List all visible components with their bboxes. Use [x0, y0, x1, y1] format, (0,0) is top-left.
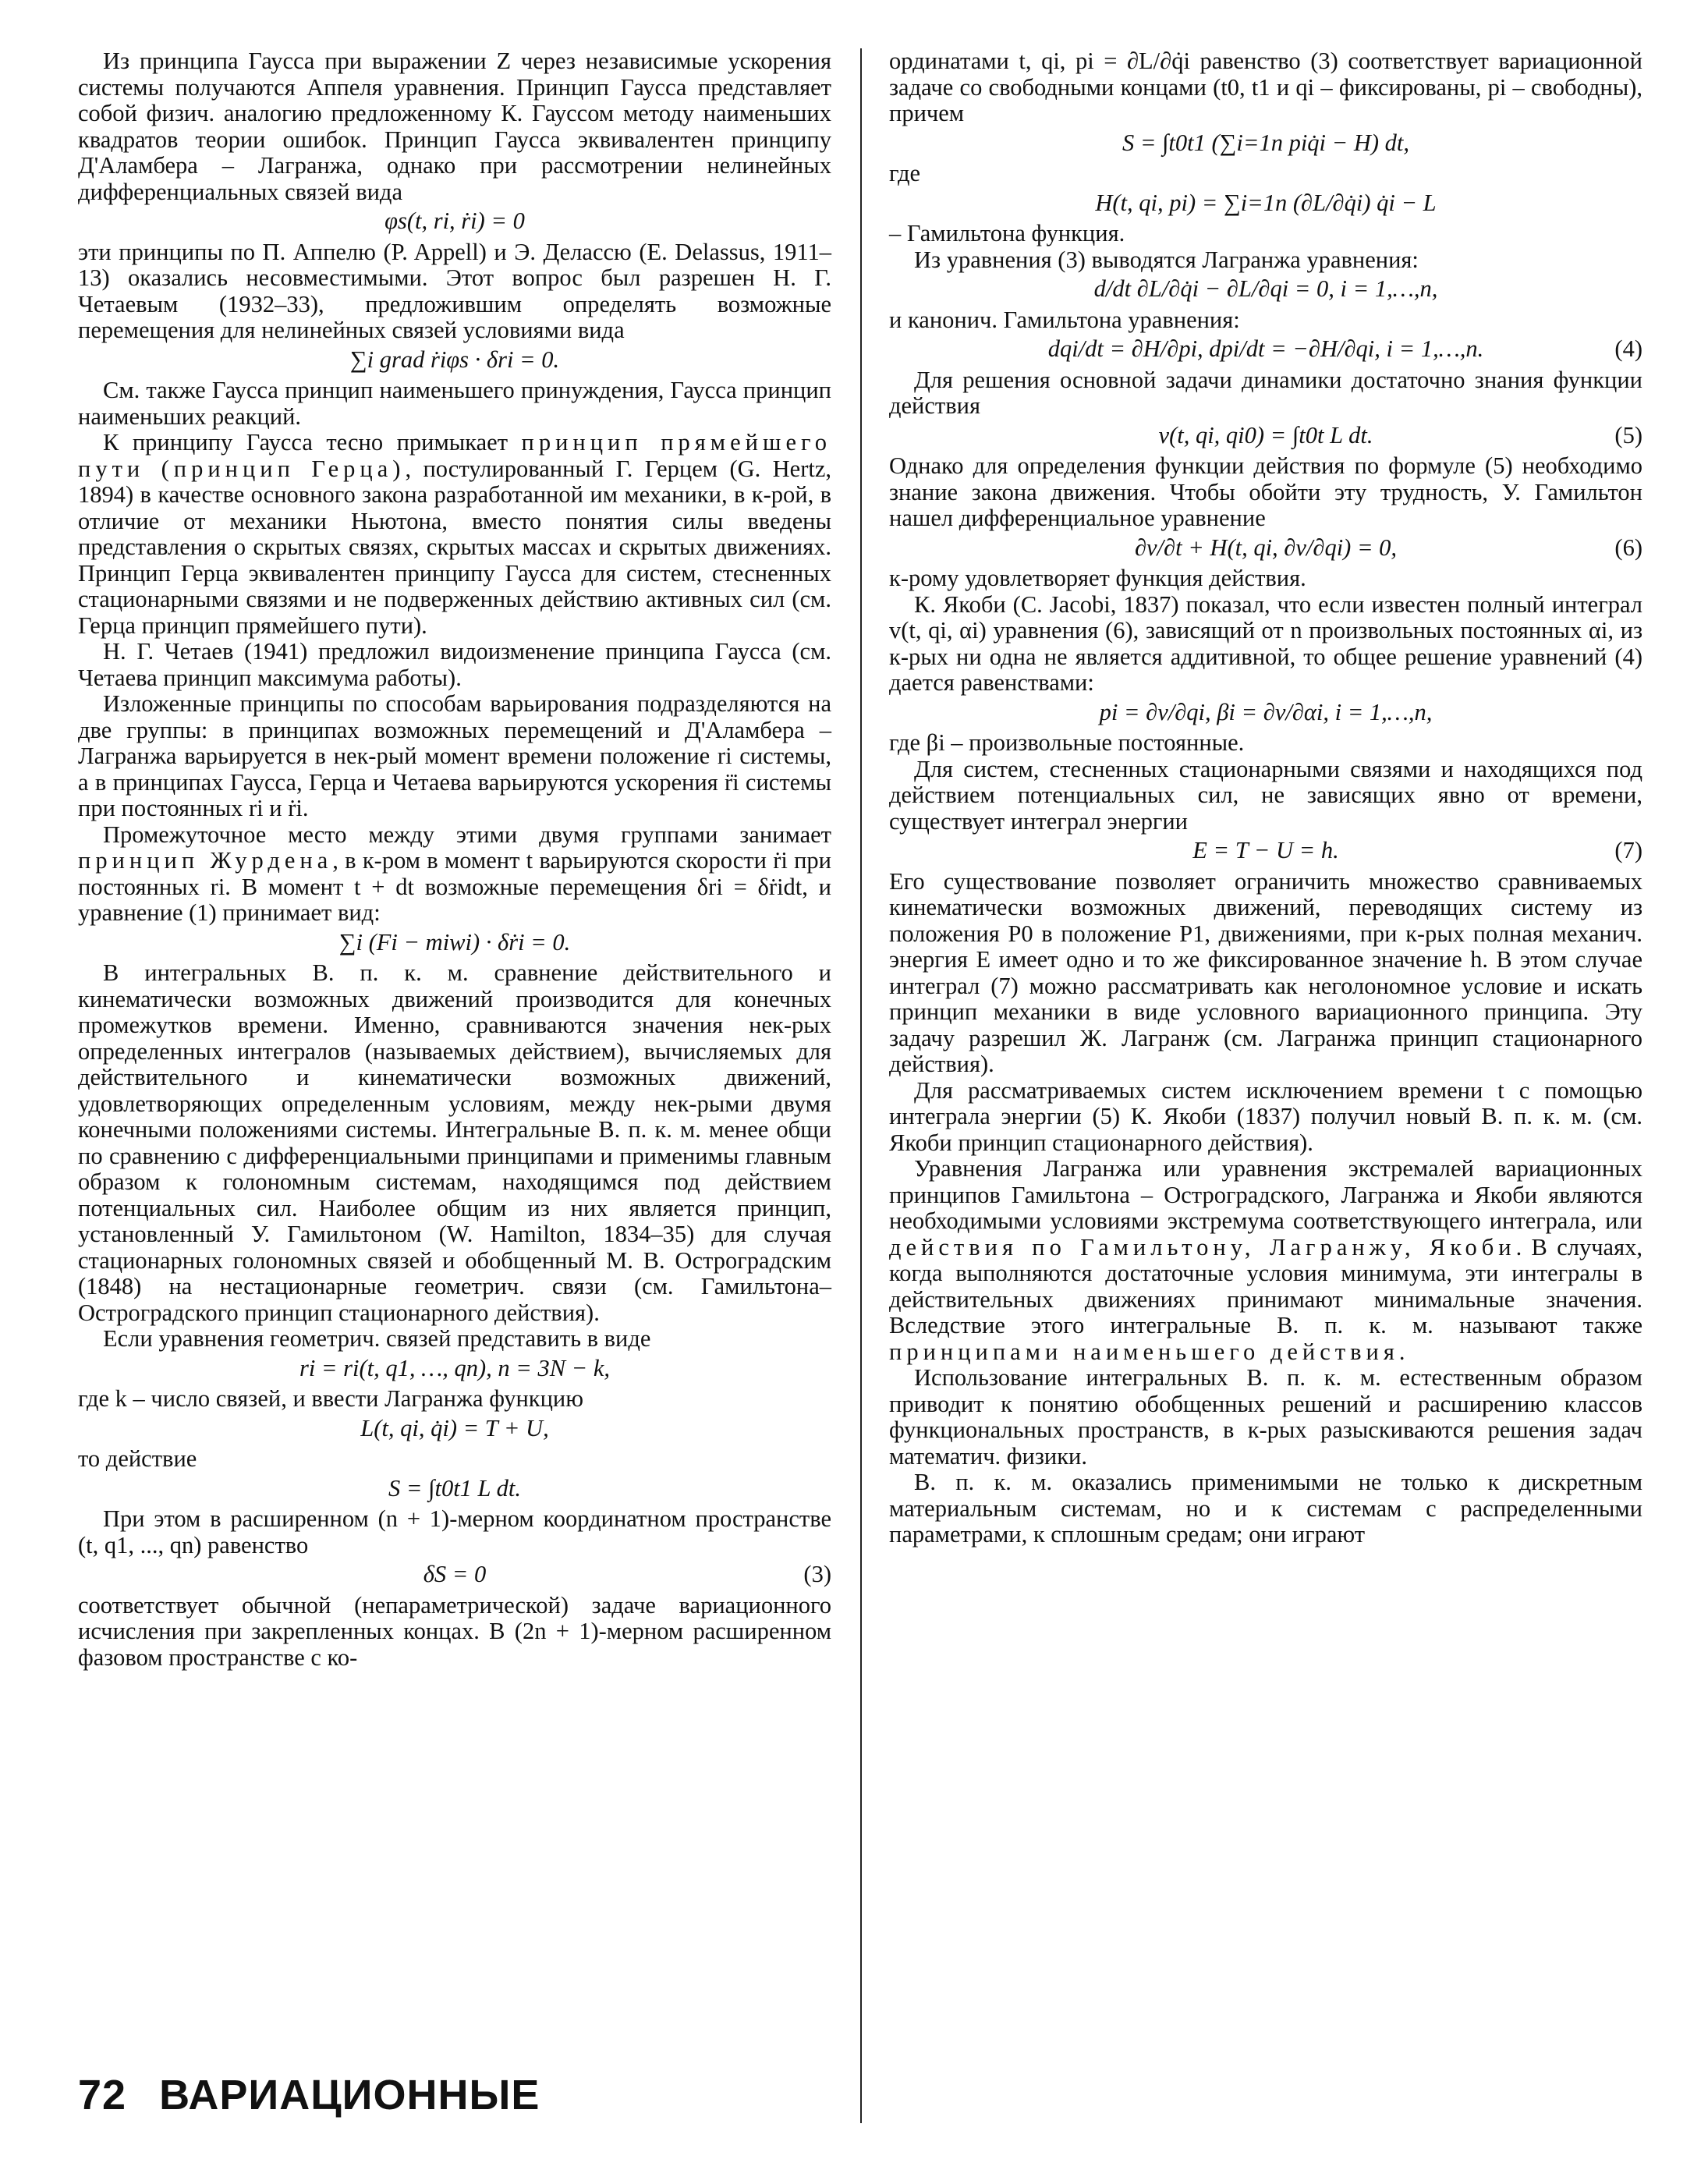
paragraph: и канонич. Гамильтона уравнения:: [889, 306, 1240, 333]
formula: [889, 838, 1642, 864]
paragraph: [889, 1156, 1642, 1365]
paragraph: Для рассматриваемых систем исключением времени t с помощью интеграла энергии (5) К. Якоби (1837) получил новый В. п. к. м. (см. Якоби принцип стационарного действия).: [889, 1076, 1642, 1156]
paragraph: К. Якоби (C. Jacobi, 1837) показал, что если известен полный интеграл v(t, qi, αi) уравнения (6), зависящий от n произвольных постоянных αi, из к-рых ни одна не является аддитивной, то общее решение уравнений (4) дается равенствами:: [889, 590, 1642, 696]
paragraph: В интегральных В. п. к. м. сравнение действительного и кинематически возможных движений производится для конечных промежутков времени. Именно, сравниваются значения нек-рых определенных интегралов (называемых действием), вычисляемых для действительного и кинематически возможных движений, удовлетворяющих определенным условиям, между нек-рыми двумя конечными положениями системы. Интегральные В. п. к. м. менее общи по сравнению с дифференциальными принципами и применимы главным образом к голономным системам, находящимся под действием потенциальных сил. Наиболее общим из них является принцип, установленный У. Гамильтоном (W. Hamilton, 1834–35) для случая стационарных голономных связей и обобщенный М. В. Остроградским (1848) на нестационарные геометрич. связи (см. Гамильтона–Остроградского принцип стационарного действия).: [78, 959, 831, 1326]
formula-body: ∂v/∂t + H(t, qi, ∂v/∂qi) = 0,: [1134, 534, 1398, 561]
equation-number: (3): [803, 1561, 831, 1587]
formula: S = ∫t0t1 L dt.: [388, 1474, 521, 1502]
paragraph: В. п. к. м. оказались применимыми не только к дискретным материальным системам, но и к системам с распределенными параметрами, к сплошным средам; они играют: [889, 1469, 1642, 1548]
page-number: 72: [78, 2072, 127, 2118]
text: .: [1398, 1338, 1405, 1365]
text: . В случаях, когда выполняются достаточные условия минимума, эти интегралы в действительных движениях принимают минимальные значения. Вследствие этого интегральные В. п. к. м. называют также: [889, 1233, 1642, 1338]
formula-body: dqi/dt = ∂H/∂pi, dpi/dt = −∂H/∂qi, i = 1,…,n.: [1047, 335, 1484, 362]
page-footer: [78, 2071, 540, 2119]
paragraph: Однако для определения функции действия по формуле (5) необходимо знание закона движения. Чтобы обойти эту трудность, У. Гамильтон нашел дифференциальное уравнение: [889, 452, 1642, 531]
formula: H(t, qi, pi) = ∑i=1n (∂L/∂q̇i) q̇i − L: [1095, 189, 1437, 216]
formula: ri = ri(t, q1, …, qn), n = 3N − k,: [299, 1354, 611, 1381]
paragraph: [78, 430, 831, 639]
paragraph: ординатами t, qi, pi = ∂L/∂q̇i равенство (3) соответствует вариационной задаче со свободными концами (t0, t1 и qi – фиксированы, pi – свободны), причем: [889, 48, 1642, 126]
spaced-term: принципами наименьшего действия: [889, 1338, 1399, 1365]
paragraph: Из принципа Гаусса при выражении Z через независимые ускорения системы получаются Аппеля уравнения. Принцип Гаусса представляет собой физич. аналогию предложенному К. Гауссом методу наименьших квадратов теории ошибок. Принцип Гаусса эквивалентен принципу Д'Аламбера – Лагранжа, однако при рассмотрении нелинейных дифференциальных связей вида: [78, 48, 831, 205]
formula: [889, 423, 1642, 449]
formula: pi = ∂v/∂qi, βi = ∂v/∂αi, i = 1,…,n,: [1099, 698, 1433, 725]
formula-body: E = T − U = h.: [1192, 837, 1339, 863]
paragraph: к-рому удовлетворяет функция действия.: [889, 565, 1306, 591]
right-column: [889, 48, 1642, 1548]
paragraph: Если уравнения геометрич. связей представить в виде: [103, 1325, 651, 1352]
paragraph: Из уравнения (3) выводятся Лагранжа уравнения:: [914, 246, 1419, 273]
running-head: ВАРИАЦИОННЫЕ: [159, 2072, 540, 2118]
formula: [889, 535, 1642, 562]
paragraph: [78, 822, 831, 927]
spaced-term: принцип прямейшего пути (принцип Герца): [78, 429, 831, 482]
paragraph: где βi – произвольные постоянные.: [889, 729, 1245, 756]
text: Промежуточное место между этими двумя группами занимает: [103, 821, 831, 848]
spaced-term: принцип Журдена: [78, 847, 333, 874]
formula: [889, 336, 1642, 363]
paragraph: См. также Гаусса принцип наименьшего принуждения, Гаусса принцип наименьших реакций.: [78, 377, 831, 430]
paragraph: где: [889, 160, 921, 186]
paragraph: Для систем, стесненных стационарными связями и находящихся под действием потенциальных сил, не зависящих явно от времени, существует интеграл энергии: [889, 755, 1642, 835]
paragraph: При этом в расширенном (n + 1)-мерном координатном пространстве (t, q1, ..., qn) равенство: [78, 1505, 831, 1558]
paragraph: Использование интегральных В. п. к. м. естественным образом приводит к понятию обобщенных решений и расширению классов функциональных пространств, в к-рых разыскиваются решения задач математич. физики.: [889, 1364, 1642, 1470]
spaced-term: действия по Гамильтону, Лагранжу, Якоби: [889, 1233, 1516, 1260]
paragraph: Его существование позволяет ограничить множество сравниваемых кинематически возможных движений, переводящих систему из положения P0 в положение P1, движениями, при к-рых полная механич. энергия E имеет одно и то же фиксированное значение h. В этом случае интеграл (7) можно рассматривать как неголономное условие и искать принцип механики в виде условного вариационного принципа. Эту задачу разрешил Ж. Лагранж (см. Лагранжа принцип стационарного действия).: [889, 867, 1642, 1077]
formula-body: δS = 0: [423, 1561, 487, 1587]
text: , постулированный Г. Герцем (G. Hertz, 1894) в качестве основного закона разработанной им механики, в к-рой, в отличие от механики Ньютона, вместо понятия силы введены представления о скрытых связях, скрытых массах и скрытых движениях. Принцип Герца эквивалентен принципу Гаусса для систем, стесненных стационарными связями и не подверженных действию активных сил (см. Герца принцип прямейшего пути).: [78, 455, 831, 639]
formula: S = ∫t0t1 (∑i=1n piq̇i − H) dt,: [1122, 129, 1410, 156]
paragraph: соответствует обычной (непараметрической) задаче вариационного исчисления при закрепленных концах. В (2n + 1)-мерном расширенном фазовом пространстве с ко-: [78, 1591, 831, 1671]
paragraph: Изложенные принципы по способам варьирования подразделяются на две группы: в принципах возможных перемещений и Д'Аламбера – Лагранжа варьируется в нек-рый момент времени положение ri системы, а в принципах Гаусса, Герца и Четаева варьируются ускорения r̈i системы при постоянных ri и ṙi.: [78, 690, 831, 821]
formula: d/dt ∂L/∂q̇i − ∂L/∂qi = 0, i = 1,…,n,: [1093, 275, 1438, 302]
formula: L(t, qi, q̇i) = T + U,: [360, 1414, 549, 1441]
paragraph: – Гамильтона функция.: [889, 220, 1125, 246]
paragraph: то действие: [78, 1445, 197, 1472]
paragraph: эти принципы по П. Аппелю (P. Appell) и Э. Делассю (E. Delassus, 1911–13) оказались несовместимыми. Этот вопрос был разрешен Н. Г. Четаевым (1932–33), предложившим определять возможные перемещения для нелинейных связей условиями вида: [78, 238, 831, 343]
paragraph: где k – число связей, и ввести Лагранжа функцию: [78, 1385, 584, 1412]
paragraph: Н. Г. Четаев (1941) предложил видоизменение принципа Гаусса (см. Четаева принцип максимума работы).: [78, 638, 831, 691]
equation-number: (5): [1614, 421, 1642, 448]
left-column: [78, 48, 831, 1671]
formula: [78, 1562, 831, 1588]
equation-number: (4): [1614, 335, 1642, 362]
equation-number: (7): [1614, 837, 1642, 863]
formula: ∑i (Fi − miwi) · δṙi = 0.: [338, 928, 571, 956]
text: К принципу Гаусса тесно примыкает: [103, 429, 522, 456]
text: , в к-ром в момент t варьируются скорости ṙi при постоянных ri. В момент t + dt возможные перемещения δri = δṙidt, и уравнение (1) принимает вид:: [78, 847, 831, 926]
formula: φs(t, ri, ṙi) = 0: [384, 207, 525, 234]
formula: ∑i grad ṙiφs · δri = 0.: [349, 346, 560, 373]
equation-number: (6): [1614, 534, 1642, 561]
paragraph: Для решения основной задачи динамики достаточно знания функции действия: [889, 366, 1642, 419]
formula-body: v(t, qi, qi0) = ∫t0t L dt.: [1158, 421, 1373, 448]
text: Уравнения Лагранжа или уравнения экстремалей вариационных принципов Гамильтона – Остроградского, Лагранжа и Якоби являются необходимыми условиями экстремума соответствующего интеграла, или: [889, 1155, 1642, 1234]
column-divider: [860, 48, 862, 2123]
